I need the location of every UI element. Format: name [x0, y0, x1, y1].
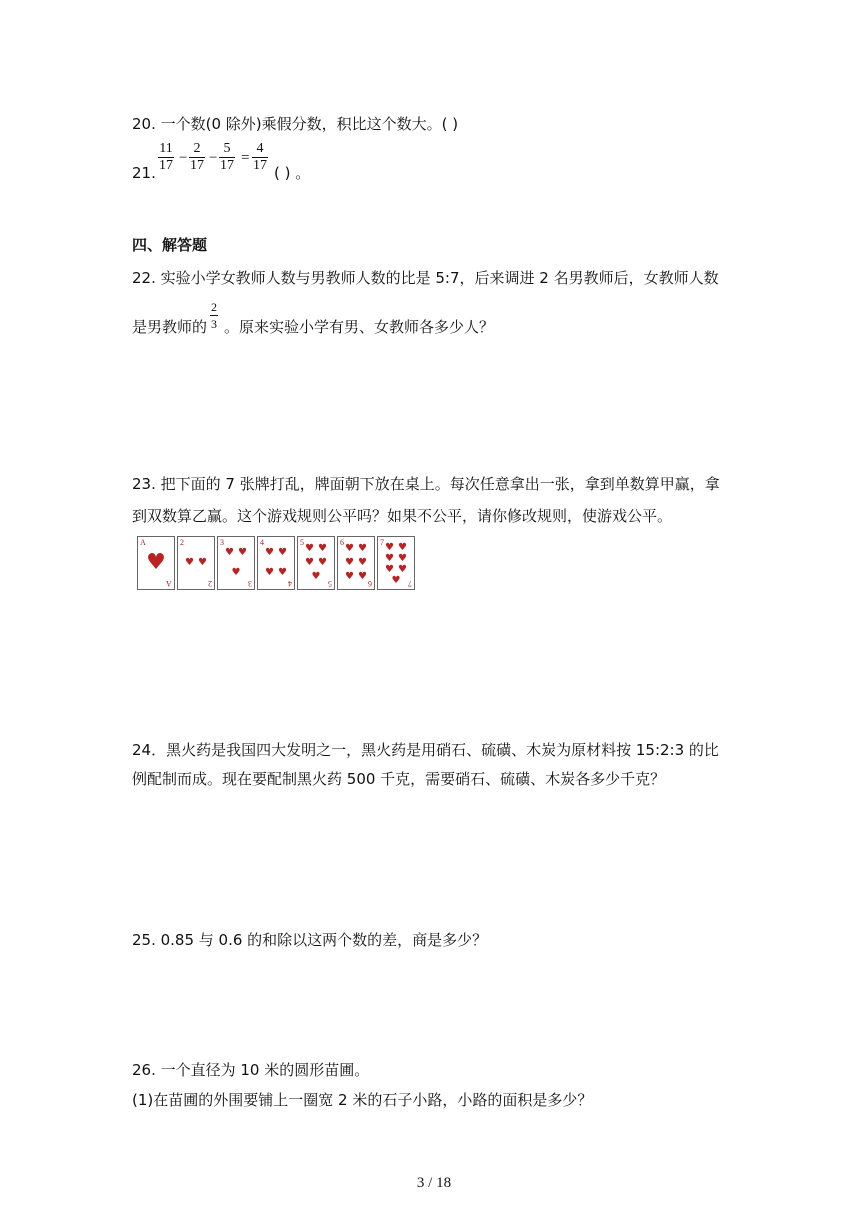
equals-sign: = — [241, 150, 250, 166]
heart-icon: ♥ — [265, 546, 274, 558]
question-24-line1: 24．黑火药是我国四大发明之一，黑火药是用硝石、硫磺、木炭为原材料按 15:2:3 的比 — [132, 741, 719, 759]
heart-icon: ♥ — [391, 575, 401, 586]
card-rank: 5 — [300, 538, 304, 547]
heart-icon: ♥ — [345, 556, 354, 568]
fraction-5-17: $\frac{5}{17}$ — [220, 141, 234, 173]
section-title: 四、解答题 — [132, 236, 208, 254]
heart-icon: ♥ — [265, 567, 274, 579]
heart-icon: ♥ — [238, 546, 247, 558]
fraction-11-17: $\frac{11}{17}$ — [159, 141, 173, 173]
question-22-line2-pre: 是男教师的 — [132, 318, 208, 336]
question-23-line1: 23. 把下面的 7 张牌打乱，牌面朝下放在桌上。每次任意拿出一张，拿到单数算甲赢，拿 — [132, 475, 720, 493]
heart-icon: ♥ — [358, 570, 367, 582]
heart-icon: ♥ — [231, 567, 241, 579]
card-pips — [264, 543, 288, 583]
heart-icon: ♥ — [318, 543, 327, 555]
card-rank: A — [140, 538, 146, 547]
fraction-4-17: $\frac{4}{17}$ — [253, 141, 267, 173]
playing-card-3 — [217, 536, 255, 590]
question-22-line2-post: 。原来实验小学有男、女教师各多少人？ — [224, 318, 495, 336]
heart-icon: ♥ — [278, 546, 287, 558]
heart-icon: ♥ — [225, 546, 234, 558]
minus-sign: − — [179, 150, 188, 166]
card-rank: 6 — [368, 579, 372, 588]
card-pips — [184, 543, 208, 583]
question-26-line1: 26. 一个直径为 10 米的圆形苗圃。 — [132, 1061, 370, 1079]
heart-icon: ♥ — [305, 543, 314, 555]
question-21-blank: ( ) 。 — [274, 164, 311, 182]
heart-icon: ♥ — [398, 553, 407, 564]
card-rank: 3 — [248, 579, 252, 588]
heart-icon: ♥ — [278, 567, 287, 579]
heart-icon: ♥ — [398, 564, 407, 575]
heart-icon: ♥ — [318, 556, 327, 568]
card-pips — [344, 543, 368, 583]
card-rank: 6 — [340, 538, 344, 547]
card-pips — [304, 543, 328, 583]
heart-icon: ♥ — [358, 556, 367, 568]
question-24-line2: 例配制而成。现在要配制黑火药 500 千克，需要硝石、硫磺、木炭各多少千克？ — [132, 770, 666, 788]
fraction-2-3: $\frac{2}{3}$ — [211, 300, 217, 331]
question-22-line1: 22. 实验小学女教师人数与男教师人数的比是 5:7，后来调进 2 名男教师后，女教师人数 — [132, 269, 719, 287]
card-pips — [144, 543, 168, 583]
card-pips — [224, 543, 248, 583]
playing-card-7 — [377, 536, 415, 590]
playing-card-4 — [257, 536, 295, 590]
heart-icon: ♥ — [398, 542, 407, 553]
card-rank: 4 — [288, 579, 292, 588]
question-25: 25. 0.85 与 0.6 的和除以这两个数的差，商是多少？ — [132, 931, 488, 949]
heart-icon: ♥ — [198, 557, 207, 568]
playing-card-6 — [337, 536, 375, 590]
heart-icon: ♥ — [385, 553, 394, 564]
heart-icon: ♥ — [305, 556, 314, 568]
heart-icon: ♥ — [345, 543, 354, 555]
question-26-line2: (1)在苗圃的外围要铺上一圈宽 2 米的石子小路，小路的面积是多少？ — [132, 1091, 593, 1109]
question-23-line2: 到双数算乙赢。这个游戏规则公平吗？如果不公平，请你修改规则，使游戏公平。 — [132, 507, 673, 525]
heart-icon: ♥ — [385, 542, 394, 553]
card-rank: 2 — [208, 579, 212, 588]
card-rank: 7 — [380, 538, 384, 547]
card-rank: 2 — [180, 538, 184, 547]
heart-icon: ♥ — [358, 543, 367, 555]
card-rank: 4 — [260, 538, 264, 547]
playing-card-5 — [297, 536, 335, 590]
playing-card-2 — [177, 536, 215, 590]
page-number: 3 / 18 — [416, 1175, 452, 1191]
question-21-number: 21. — [132, 164, 156, 182]
heart-icon: ♥ — [311, 570, 321, 582]
heart-icon: ♥ — [146, 550, 166, 575]
playing-cards — [137, 536, 417, 590]
playing-card-A — [137, 536, 175, 590]
heart-icon: ♥ — [185, 557, 194, 568]
minus-sign: − — [209, 150, 218, 166]
question-20: 20. 一个数(0 除外)乘假分数，积比这个数大。( ) — [132, 115, 459, 133]
card-pips — [384, 542, 408, 586]
card-rank: A — [166, 579, 172, 588]
card-rank: 5 — [328, 579, 332, 588]
card-rank: 3 — [220, 538, 224, 547]
card-rank: 7 — [408, 579, 412, 588]
heart-icon: ♥ — [345, 570, 354, 582]
heart-icon: ♥ — [385, 564, 394, 575]
fraction-2-17: $\frac{2}{17}$ — [190, 141, 204, 173]
